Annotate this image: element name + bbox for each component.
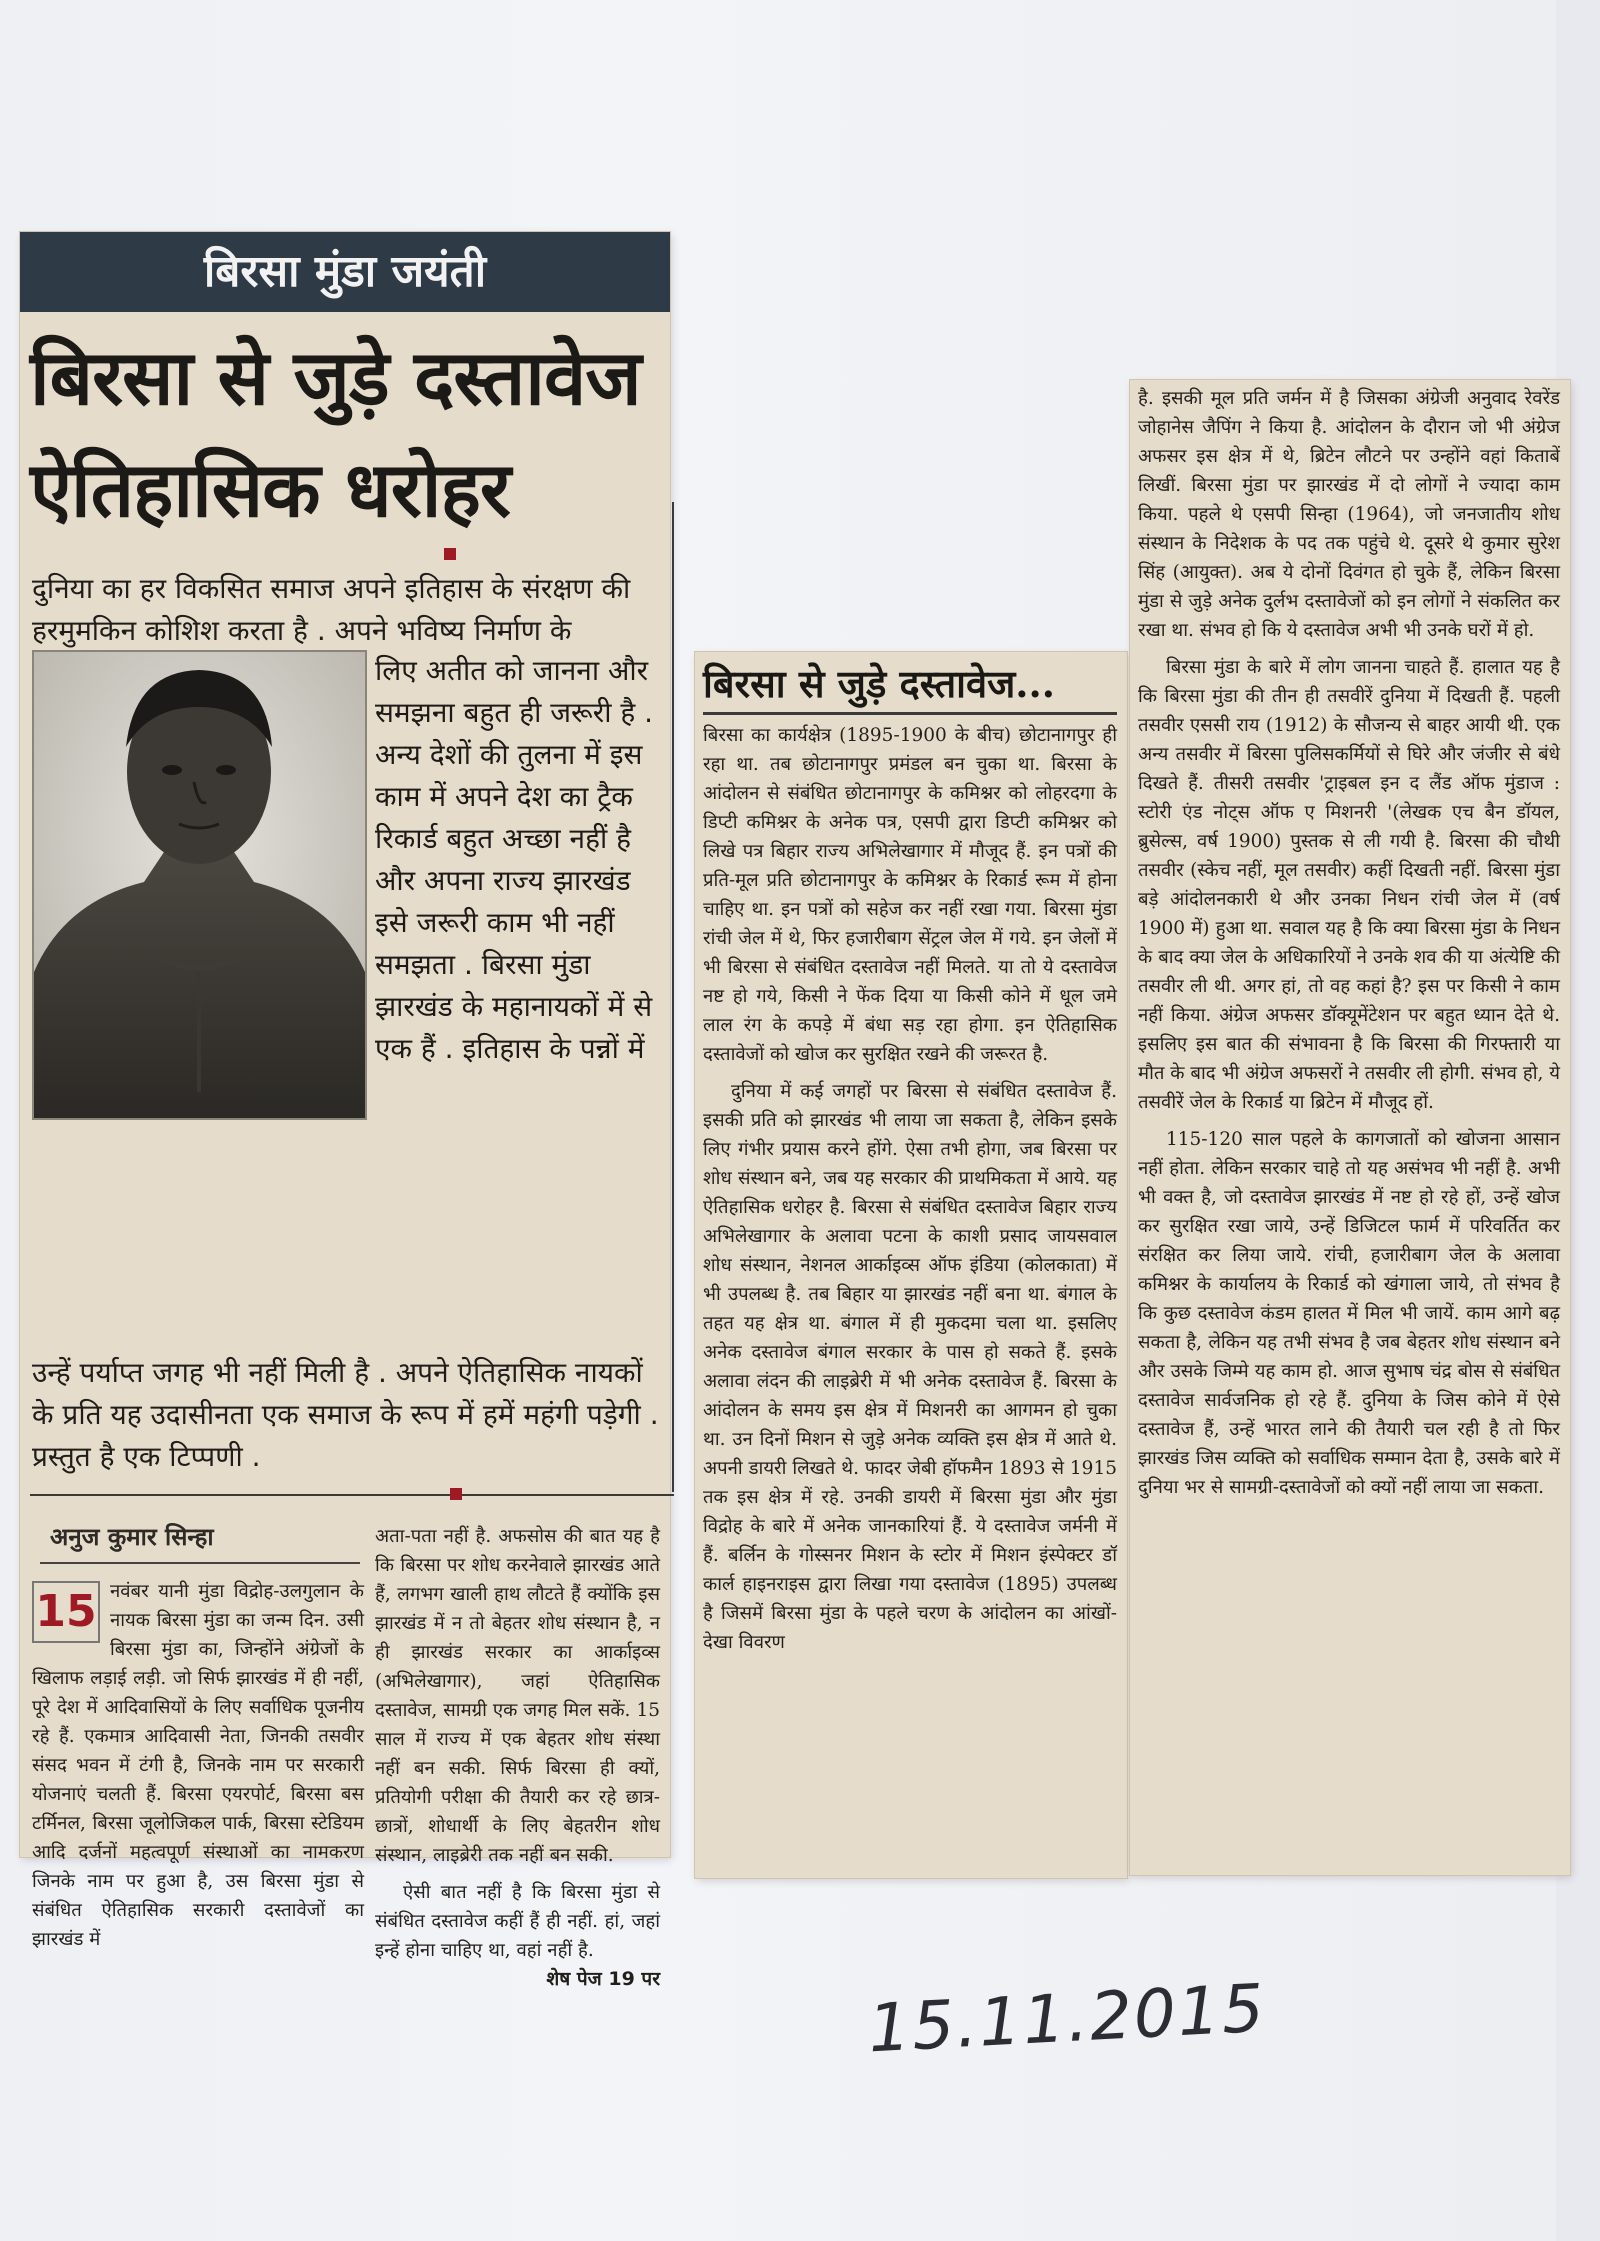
middle-column <box>703 656 1117 1657</box>
column-2-para-2: ऐसी बात नहीं है कि बिरसा मुंडा से संबंधित दस्तावेज कहीं हैं ही नहीं. हां, जहां इन्हें होना चाहिए था, वहां नहीं है. <box>375 1882 660 1961</box>
right-para-2: बिरसा मुंडा के बारे में लोग जानना चाहते हैं. हालात यह है कि बिरसा मुंडा की तीन ही तसवीरें दुनिया में दिखती हैं. पहली तसवीर एससी राय (1912) के सौजन्य से बाहर आयी थी. एक अन्य तसवीर में बिरसा पुलिसकर्मियों से घिरे और जंजीर से बंधे दिखते हैं. तीसरी तसवीर 'ट्राइबल इन द लैंड ऑफ मुंडाज : स्टोरी एंड नोट्स ऑफ ए मिशनरी '(लेखक एच बैन डॉयल, ब्रुसेल्स, वर्ष 1900) पुस्तक से ली गयी है. बिरसा की चौथी तसवीर (स्केच नहीं, मूल तसवीर) कहीं दिखती नहीं. बिरसा मुंडा बड़े आंदोलनकारी थे और उनका निधन रांची जेल में (वर्ष 1900 में) हुआ था. सवाल यह है कि क्या बिरसा मुंडा के निधन के बाद क्या जेल के अधिकारियों ने उनके शव की या अंत्येष्टि की तसवीर ली थी. अगर हां, तो वह कहां है? इस पर किसी ने काम नहीं किया. अंग्रेज अफसर डॉक्यूमेंटेशन पर बहुत ध्यान देते थे. इसलिए इस बात की संभावना है कि बिरसा की गिरफ्तारी या मौत के बाद भी अंग्रेज अफसरों ने तसवीर ली होगी. संभव हो, ये तसवीरें जेल के रिकार्ड या ब्रिटेन में मौजूद हों. <box>1138 657 1560 1113</box>
dropcap: 15 <box>32 1581 100 1643</box>
red-marker-bottom <box>450 1488 462 1500</box>
red-marker-top <box>444 548 456 560</box>
continued-on-page: शेष पेज 19 पर <box>546 1968 660 1990</box>
headline <box>30 322 670 546</box>
column-1-text: नवंबर यानी मुंडा विद्रोह-उलगुलान के नायक बिरसा मुंडा का जन्म दिन. उसी बिरसा मुंडा का, जिन्होंने अंग्रेजों के खिलाफ लड़ाई लड़ी. जो सिर्फ झारखंड में ही नहीं, पूरे देश में आदिवासियों के लिए सर्वाधिक पूजनीय रहे हैं. एकमात्र आदिवासी नेता, जिनकी तसवीर संसद भवन में टंगी है, जिनके नाम पर सरकारी योजनाएं चलती हैं. बिरसा एयरपोर्ट, बिरसा बस टर्मिनल, बिरसा जूलोजिकल पार्क, बिरसा स्टेडियम आदि दर्जनों महत्वपूर्ण संस्थाओं का नामकरण जिनके नाम पर हुआ है, उस बिरसा मुंडा से संबंधित ऐतिहासिक सरकारी दस्तावेजों का झारखंड में <box>32 1581 364 1950</box>
middle-clipping <box>695 652 1127 1878</box>
headline-line-1: बिरसा से जुड़े दस्तावेज <box>30 333 641 422</box>
right-para-3: 115-120 साल पहले के कागजातों को खोजना आसान नहीं होता. लेकिन सरकार चाहे तो यह असंभव भी नहीं है. अभी भी वक्त है, जो दस्तावेज झारखंड में नष्ट हो रहे हों, उन्हें खोज कर सुरक्षित रखा जाये, उन्हें डिजिटल फार्म में परिवर्तित कर संरक्षित कर लिया जाये. रांची, हजारीबाग जेल के अलावा कमिश्नर के कार्यालय के रिकार्ड को खंगाला जाये, तो संभव है कि कुछ दस्तावेज कंडम हालत में मिल भी जायें. काम आगे बढ़ सकता है, लेकिन यह तभी संभव है जब बेहतर शोध संस्थान बने और उसके जिम्मे यह काम हो. आज सुभाष चंद्र बोस से संबंधित दस्तावेज सार्वजनिक हो रहे हैं. दुनिया के जिस कोने में ऐसे दस्तावेज हैं, उन्हें भारत लाने की तैयारी चल रही है तो फिर झारखंड जिस व्यक्ति को सर्वाधिक सम्मान देता है, उसके बारे में दुनिया भर से सामग्री-दस्तावेजों को क्यों नहीं लाया जा सकता. <box>1138 1129 1560 1498</box>
right-clipping <box>1130 380 1570 1875</box>
middle-para-1: बिरसा का कार्यक्षेत्र (1895-1900 के बीच) छोटानागपुर ही रहा था. तब छोटानागपुर प्रमंडल बन चुका था. बिरसा के आंदोलन से संबंधित छोटानागपुर के कमिश्नर को लोहरदगा के डिप्टी कमिश्नर के अनेक पत्र, एसपी द्वारा डिप्टी कमिश्नर को लिखे पत्र बिहार राज्य अभिलेखागार में मौजूद हैं. इन पत्रों की प्रति-मूल प्रति छोटानागपुर के कमिश्नर के रिकार्ड रूम में होना चाहिए था. इन पत्रों को सहेज कर नहीं रखा गया. बिरसा मुंडा रांची जेल में थे, फिर हजारीबाग सेंट्रल जेल में गये. इन जेलों में भी बिरसा से संबंधित दस्तावेज नहीं मिलते. या तो ये दस्तावेज नष्ट हो गये, किसी ने फेंक दिया या किसी कोने में धूल जमे लाल रंग के कपड़े में बंधा सड़ रहा होगा. इन ऐतिहासिक दस्तावेजों को खोज कर सुरक्षित रखने की जरूरत है. <box>703 725 1117 1065</box>
headline-line-2: ऐतिहासिक धरोहर <box>30 445 510 534</box>
byline: अनुज कुमार सिन्हा <box>50 1523 214 1551</box>
intro-frame-right <box>672 502 674 1492</box>
handwritten-date: 15.11.2015 <box>866 1969 1268 2068</box>
body-column-1 <box>32 1577 364 1954</box>
intro-frame-bottom <box>30 1494 674 1496</box>
middle-para-2: दुनिया में कई जगहों पर बिरसा से संबंधित दस्तावेज हैं. इसकी प्रति को झारखंड भी लाया जा सकता है, लेकिन इसके लिए गंभीर प्रयास करने होंगे. ऐसा तभी होगा, जब बिरसा पर शोध संस्थान बने, जब यह सरकार की प्राथमिकता में आये. यह ऐतिहासिक धरोहर है. बिरसा से संबंधित दस्तावेज बिहार राज्य अभिलेखागार के अलावा पटना के काशी प्रसाद जायसवाल शोध संस्थान, नेशनल आर्काइव्स ऑफ इंडिया (कोलकाता) में भी उपलब्ध है. तब बिहार या झारखंड नहीं बना था. बंगाल के तहत यह क्षेत्र था. बंगाल में ही मुकदमा चला था. इसलिए अनेक दस्तावेज बंगाल सरकार के पास हो सकते हैं. इसके अलावा लंदन की लाइब्रेरी में भी अनेक दस्तावेज हैं. बिरसा के आंदोलन के समय इस क्षेत्र में मिशनरी का आगमन हो चुका था. उन दिनों मिशन से जुड़े अनेक व्यक्ति इस क्षेत्र में आते थे. अपनी डायरी लिखते थे. फादर जेबी हॉफमैन 1893 से 1915 तक इस क्षेत्र में रहे. उनकी डायरी में बिरसा मुंडा और मुंडा विद्रोह के बारे में अनेक जानकारियां हैं. ये दस्तावेज जर्मनी में हैं. बर्लिन के गोस्सनर मिशन के स्टोर में मिशन इंस्पेक्टर डॉ कार्ल हाइनराइस द्वारा लिखा गया दस्तावेज (1895) उपलब्ध है जिसमें बिरसा मुंडा के पहले चरण के आंदोलन का आंखों-देखा विवरण <box>703 1081 1117 1653</box>
column-2-para-1: अता-पता नहीं है. अफसोस की बात यह है कि बिरसा पर शोध करनेवाले झारखंड आते हैं, लगभग खाली हाथ लौटते हैं क्योंकि इस झारखंड में न तो बेहतर शोध संस्थान है, न ही झारखंड सरकार का आर्काइव्स (अभिलेखागार), जहां ऐतिहासिक दस्तावेज, सामग्री एक जगह मिल सकें. 15 साल में राज्य में एक बेहतर शोध संस्था नहीं बन सकी. सिर्फ बिरसा ही क्यों, प्रतियोगी परीक्षा की तैयारी कर रहे छात्र-छात्रों, शोधार्थी के लिए बेहतरीन शोध संस्थान, लाइब्रेरी तक नहीं बन सकी. <box>375 1526 660 1866</box>
right-para-1: है. इसकी मूल प्रति जर्मन में है जिसका अंग्रेजी अनुवाद रेवरेंड जोहानेस जैपिंग ने किया है. आंदोलन के दौरान जो भी अंग्रेज अफसर इस क्षेत्र में थे, ब्रिटेन लौटने पर उन्होंने वहां किताबें लिखीं. बिरसा मुंडा पर झारखंड में दो लोगों ने ज्यादा काम किया. पहले थे एसपी सिन्हा (1964), जो जनजातीय शोध संस्थान के निदेशक के पद तक पहुंचे थे. दूसरे थे कुमार सुरेश सिंह (आयुक्त). अब ये दोनों दिवंगत हो चुके हैं, लेकिन बिरसा मुंडा से जुड़े अनेक दुर्लभ दस्तावेजों को इन लोगों ने संकलित कर रखा था. संभव हो कि ये दस्तावेज अभी भी उनके घरों में हो. <box>1138 388 1560 641</box>
kicker-banner: बिरसा मुंडा जयंती <box>20 232 670 312</box>
intro-bottom-text: उन्हें पर्याप्त जगह भी नहीं मिली है . अपने ऐतिहासिक नायकों के प्रति यह उदासीनता एक समाज के रूप में हमें महंगी पड़ेगी . प्रस्तुत है एक टिप्पणी . <box>32 1356 659 1473</box>
birsa-munda-photo <box>32 650 367 1120</box>
portrait-illustration <box>34 652 365 1118</box>
byline-rule <box>40 1562 360 1564</box>
intro-beside-photo: लिए अतीत को जानना और समझना बहुत ही जरूरी है . अन्य देशों की तुलना में इस काम में अपने देश का ट्रैक रिकार्ड बहुत अच्छा नहीं है और अपना राज्य झारखंड इसे जरूरी काम भी नहीं समझता . बिरसा मुंडा झारखंड के महानायकों में से एक हैं . इतिहास के पन्नों में <box>375 654 654 1065</box>
right-column <box>1138 384 1560 1502</box>
continuation-subhead: बिरसा से जुड़े दस्तावेज... <box>703 656 1117 715</box>
intro-top-text: दुनिया का हर विकसित समाज अपने इतिहास के संरक्षण की हरमुमकिन कोशिश करता है . अपने भविष्य निर्माण के <box>32 572 631 647</box>
body-column-2 <box>375 1522 660 1994</box>
left-clipping <box>20 232 670 1990</box>
